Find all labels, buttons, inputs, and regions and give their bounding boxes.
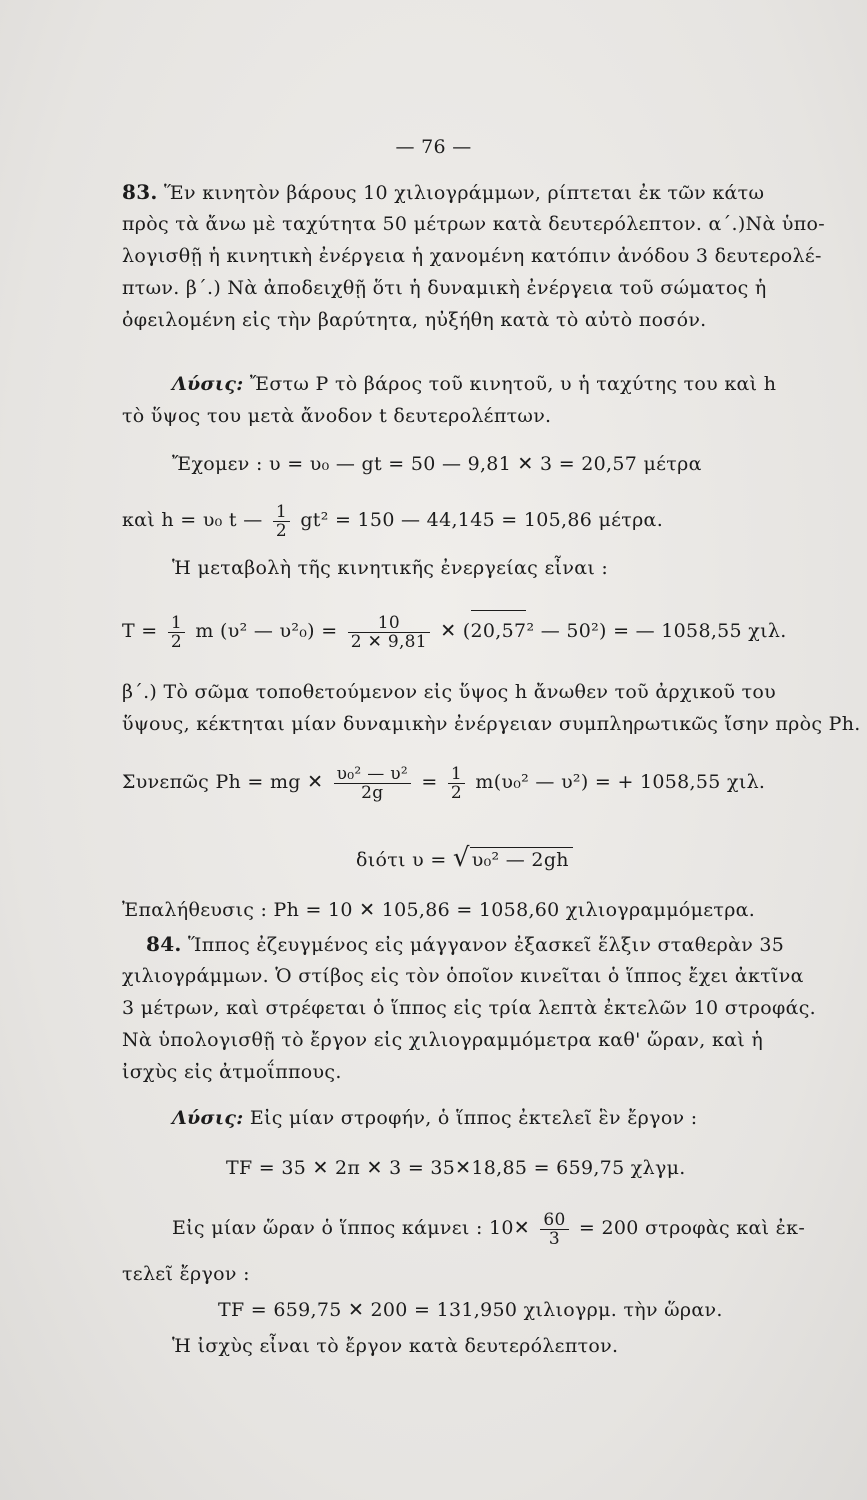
eq-turns-left: Εἰς μίαν ὥραν ὁ ἵππος κάμνει : 10✕ xyxy=(172,1217,530,1239)
problem-83-line-1 xyxy=(122,180,764,205)
solution-83-line-2: τὸ ὕψος του μετὰ ἄνοδον t δευτερολέπτων. xyxy=(122,405,552,427)
solution-83-line-4: β΄.) Τὸ σῶμα τοποθετούμενον εἰς ὕψος h ἄνωθεν τοῦ ἀρχικοῦ του xyxy=(122,681,777,703)
eq-ph-equals: = xyxy=(421,771,438,793)
kinetic-change-heading: Ἡ μεταβολὴ τῆς κινητικῆς ἐνεργείας εἶναι : xyxy=(172,557,609,579)
fraction-numerator: 10 xyxy=(348,614,430,633)
problem-84-text-1: Ἵππος ἐζευγμένος εἰς μάγγανον ἐξασκεῖ ἕλξιν σταθερὰν 35 xyxy=(188,934,785,956)
problem-83-number: 83. xyxy=(122,180,158,204)
fraction-denominator: 2 xyxy=(170,631,183,652)
verification-line: Ἐπαλήθευσις : Ph = 10 ✕ 105,86 = 1058,60 χιλιογραμμόμετρα. xyxy=(122,899,756,921)
problem-84-line-2: χιλιογράμμων. Ὁ στίβος εἰς τὸν ὁποῖον κινεῖται ὁ ἵππος ἔχει ἀκτῖνα xyxy=(122,965,804,987)
fraction-numerator: 1 xyxy=(448,765,465,784)
fraction-denominator: 2g xyxy=(361,782,384,803)
problem-83-line-3: λογισθῇ ἡ κινητικὴ ἐνέργεια ἡ χανομένη κατόπιν ἀνόδου 3 δευτερολέ- xyxy=(122,245,822,267)
problem-84-line-5: ἰσχὺς εἰς ἀτμοΐππους. xyxy=(122,1061,342,1083)
equation-turns-per-hour xyxy=(172,1208,805,1248)
radicand: υ₀² — 2gh xyxy=(470,847,573,872)
problem-84-line-1 xyxy=(146,932,784,957)
fraction-denominator: 2 ✕ 9,81 xyxy=(350,631,427,652)
problem-83-line-2: πρὸς τὰ ἄνω μὲ ταχύτητα 50 μέτρων κατὰ δευτερόλεπτον. α΄.)Νὰ ὑπο- xyxy=(122,213,826,235)
eq-t-overline: 20,57 xyxy=(471,610,527,651)
fraction-numerator: 1 xyxy=(168,614,185,633)
fraction-one-half xyxy=(273,503,290,540)
equation-height-right: gt² = 150 — 44,145 = 105,86 μέτρα. xyxy=(300,509,664,531)
solution-83-line-5: ὕψους, κέκτηται μίαν δυναμικὴν ἐνέργειαν συμπληρωτικῶς ἴσην πρὸς Ph. xyxy=(122,713,861,735)
eq-ph-left: Συνεπῶς Ph = mg ✕ xyxy=(122,771,324,793)
equation-height xyxy=(122,500,663,540)
solution-84-line-2: τελεῖ ἔργον : xyxy=(122,1263,250,1285)
solution-83-label: Λύσις: xyxy=(172,373,244,395)
fraction-numerator: υ₀² — υ² xyxy=(334,765,411,784)
solution-84-label: Λύσις: xyxy=(172,1107,244,1129)
equation-work-per-hour: TF = 659,75 ✕ 200 = 131,950 χιλιογρμ. τὴν ὥραν. xyxy=(218,1299,723,1321)
fraction-sixty-thirds xyxy=(540,1211,568,1248)
fraction-denominator: 2 xyxy=(450,782,463,803)
equation-height-left: καὶ h = υ₀ t — xyxy=(122,509,263,531)
eq-root-left: διότι υ = xyxy=(356,849,447,871)
equation-kinetic-energy xyxy=(122,610,787,651)
fraction-numerator: 60 xyxy=(540,1211,568,1230)
eq-turns-right: = 200 στροφὰς καὶ ἐκ- xyxy=(578,1217,806,1239)
fraction-numerator: 1 xyxy=(273,503,290,522)
equation-work-per-turn: TF = 35 ✕ 2π ✕ 3 = 35✕18,85 = 659,75 χλγμ. xyxy=(226,1157,686,1179)
radical-sign: √ xyxy=(452,843,470,873)
solution-83-text-1: Ἔστω P τὸ βάρος τοῦ κινητοῦ, υ ἡ ταχύτης του καὶ h xyxy=(249,373,777,395)
problem-83-text-1: Ἕν κινητὸν βάρους 10 χιλιογράμμων, ρίπτεται ἐκ τῶν κάτω xyxy=(164,182,765,204)
problem-83-line-5: ὀφειλομένη εἰς τὴν βαρύτητα, ηὐξήθη κατὰ τὸ αὐτὸ ποσόν. xyxy=(122,309,707,331)
problem-84-line-3: 3 μέτρων, καὶ στρέφεται ὁ ἵππος εἰς τρία λεπτὰ ἐκτελῶν 10 στροφάς. xyxy=(122,997,817,1019)
eq-ph-right: m(υ₀² — υ²) = + 1058,55 χιλ. xyxy=(475,771,766,793)
eq-t-times: ✕ ( xyxy=(440,620,471,642)
fraction-mass xyxy=(348,614,430,651)
equation-velocity: Ἔχομεν : υ = υ₀ — gt = 50 — 9,81 ✕ 3 = 20,57 μέτρα xyxy=(172,453,702,475)
eq-t-mid: m (υ² — υ²₀) = xyxy=(195,620,338,642)
fraction-denominator: 3 xyxy=(548,1228,561,1249)
problem-84-number: 84. xyxy=(146,932,182,956)
solution-84-line-3: Ἡ ἰσχὺς εἶναι τὸ ἔργον κατὰ δευτερόλεπτον. xyxy=(172,1335,619,1357)
fraction-denominator: 2 xyxy=(275,520,287,541)
solution-84-line-1 xyxy=(172,1106,697,1130)
equation-root xyxy=(356,843,573,873)
problem-83-line-4: πτων. β΄.) Νὰ ἀποδειχθῇ ὅτι ἡ δυναμικὴ ἐνέργεια τοῦ σώματος ἡ xyxy=(122,277,767,299)
equation-potential xyxy=(122,762,765,802)
problem-84-line-4: Νὰ ὑπολογισθῇ τὸ ἔργον εἰς χιλιογραμμόμετρα καθ' ὥραν, καὶ ἡ xyxy=(122,1029,764,1051)
eq-t-left: T = xyxy=(122,620,158,642)
fraction-one-half-3 xyxy=(448,765,465,802)
solution-83-line-1 xyxy=(172,372,776,396)
solution-84-text-1: Εἰς μίαν στροφήν, ὁ ἵππος ἐκτελεῖ ἓν ἔργον : xyxy=(249,1107,698,1129)
page-number: — 76 — xyxy=(395,136,472,158)
eq-t-right: ² — 50²) = — 1058,55 χιλ. xyxy=(526,620,787,642)
fraction-velocity-squared xyxy=(334,765,411,802)
fraction-one-half-2 xyxy=(168,614,185,651)
